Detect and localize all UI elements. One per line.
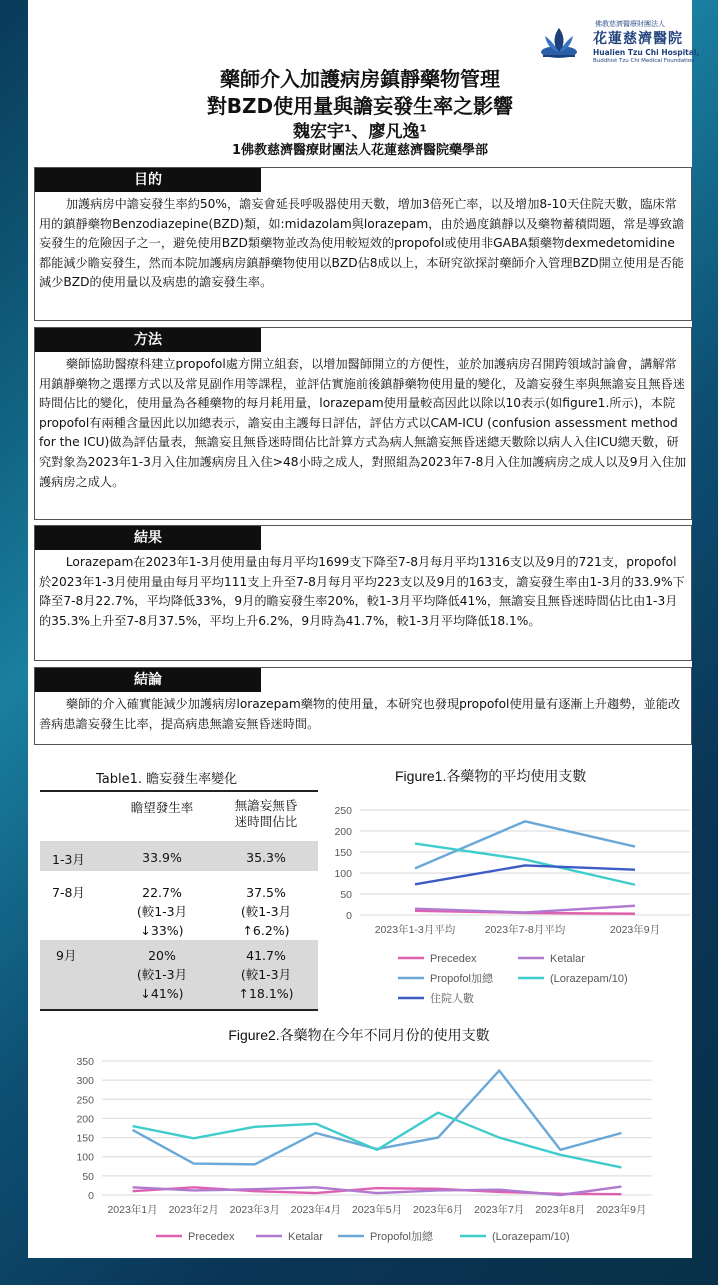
y-tick-label: 0 <box>88 1190 94 1202</box>
y-tick-label: 50 <box>340 889 352 901</box>
legend-label: (Lorazepam/10) <box>550 973 628 985</box>
figure2-chart <box>50 1048 690 1253</box>
series-line <box>133 1113 622 1168</box>
table-cell-period: 7-8月 <box>52 885 85 900</box>
y-tick-label: 100 <box>334 868 352 880</box>
x-tick-label: 2023年1月 <box>107 1204 158 1216</box>
legend-label: Propofol加總 <box>370 1231 433 1243</box>
table-header-row <box>40 791 318 841</box>
x-tick-label: 2023年9月 <box>609 924 661 936</box>
y-tick-label: 150 <box>334 847 352 859</box>
table1-caption: Table1. 瞻妄發生率變化 <box>96 772 238 787</box>
objective-section <box>34 167 692 321</box>
conclusion-heading: 結論 <box>35 668 261 692</box>
x-tick-label: 2023年7-8月平均 <box>484 924 566 936</box>
legend-label: Precedex <box>430 953 477 965</box>
results-text: Lorazepam在2023年1-3月使用量由每月平均1699支下降至7-8月每月平均1316支以及9月的721支，propofol於2023年1-3月使用量由每月平均111支上升至7-8月每月平均223支以及9月的163支，譫妄發生率由1-3月的33.9%下降至7-8月22.7%，平均降低33%，9月的瞻妄發生率20%，較1-3月平均降低41%，無譫妄且無昏迷時間佔比由1-3月的35.3%上升至7-8月37.5%，平均上升6.2%，9月時為41.7%，較1-3月平均降低18.1%。 <box>39 555 685 628</box>
x-tick-label: 2023年4月 <box>290 1204 341 1216</box>
table-header-cell: 無譫妄無昏 迷時間佔比 <box>234 798 298 829</box>
x-tick-label: 2023年8月 <box>535 1204 586 1216</box>
hospital-name-zh: 花蓮慈濟醫院 <box>593 31 683 47</box>
objective-heading: 目的 <box>35 168 261 192</box>
legend-label: Precedex <box>188 1231 235 1243</box>
y-tick-label: 0 <box>346 910 352 922</box>
hospital-name-en: Hualien Tzu Chi Hospital, <box>593 48 700 57</box>
x-tick-label: 2023年6月 <box>413 1204 464 1216</box>
figure2-title: Figure2.各藥物在今年不同月份的使用支數 <box>228 1027 490 1043</box>
x-tick-label: 2023年7月 <box>474 1204 525 1216</box>
results-section <box>34 525 692 661</box>
x-tick-label: 2023年3月 <box>229 1204 280 1216</box>
legend-label: Ketalar <box>288 1231 323 1243</box>
legend-label: (Lorazepam/10) <box>492 1231 570 1243</box>
table-header-cell: 瞻望發生率 <box>130 800 194 815</box>
y-tick-label: 350 <box>76 1056 94 1068</box>
x-tick-label: 2023年2月 <box>168 1204 219 1216</box>
authors: 魏宏宇¹、廖凡逸¹ <box>293 122 427 142</box>
table-cell-no-delirium: 37.5% (較1-3月 ↑6.2%) <box>240 885 292 938</box>
legend-label: Ketalar <box>550 953 585 965</box>
hospital-logo <box>537 18 717 68</box>
y-tick-label: 150 <box>76 1132 94 1145</box>
table-cell-no-delirium: 41.7% (較1-3月 ↑18.1%) <box>238 948 294 1001</box>
y-tick-label: 250 <box>334 805 352 817</box>
y-tick-label: 300 <box>76 1075 94 1088</box>
poster-title-line2: 對BZD使用量與譫妄發生率之影響 <box>206 94 514 118</box>
y-tick-label: 200 <box>76 1113 94 1126</box>
table-cell-delirium: 22.7% (較1-3月 ↓33%) <box>136 885 188 938</box>
y-tick-label: 50 <box>82 1170 94 1183</box>
lotus-logo-icon <box>539 22 579 62</box>
legend-label: Propofol加總 <box>430 973 493 985</box>
affiliation: 1佛教慈濟醫療財團法人花蓮慈濟醫院藥學部 <box>231 143 489 158</box>
series-line <box>415 865 635 884</box>
figure1-chart <box>330 790 690 1020</box>
org-small-text: 佛教慈濟醫療財團法人 <box>595 20 665 28</box>
x-tick-label: 2023年5月 <box>351 1204 403 1216</box>
series-line <box>415 821 635 868</box>
results-heading: 結果 <box>35 526 261 550</box>
y-tick-label: 100 <box>76 1151 94 1164</box>
y-tick-label: 250 <box>76 1094 94 1107</box>
conclusion-text: 藥師的介入確實能減少加護病房lorazepam藥物的使用量，本研究也發現propofol使用量有逐漸上升趨勢，並能改善病患譫妄發生比率，提高病患無譫妄無昏迷時間。 <box>39 697 681 731</box>
x-tick-label: 2023年1-3月平均 <box>374 924 456 936</box>
method-section <box>34 327 692 520</box>
legend-label: 住院人數 <box>430 993 474 1005</box>
table-cell-period: 9月 <box>56 948 77 963</box>
table-row <box>40 940 318 1010</box>
method-text: 藥師協助醫療科建立propofol處方開立組套，以增加醫師開立的方便性，並於加護病房召開跨領域討論會，講解常用鎮靜藥物之選擇方式以及常見副作用等課程，並評估實施前後鎮靜藥物使用量的變化，及譫妄發生率與無譫妄且無昏迷時間佔比的變化，使用量為各種藥物的每月耗用量，lorazepam使用量較高因此以除以10表示(如figure1.所示)，本院propofol有兩種含量因此以加總表示，譫妄由主護每日評估，評估方式以CAM-ICU (confusion assessment method for the ICU)做為評估量表，無譫妄且無昏迷時間佔比計算方式為病人無譫妄無昏迷總天數除以病人入住ICU總天數，研究對象為2023年1-3月入住加護病房且入住>48小時之成人，對照組為2023年7-8月入住加護病房之成人以及9月入住加護病房之成人。 <box>39 357 687 489</box>
table-cell-period: 1-3月 <box>52 852 85 867</box>
foundation-name-en: Buddhist Tzu Chi Medical Foundation <box>593 58 695 64</box>
x-tick-label: 2023年9月 <box>596 1204 647 1216</box>
table-cell-no-delirium: 35.3% <box>246 850 286 865</box>
table-row <box>40 871 318 940</box>
y-tick-label: 200 <box>334 826 352 838</box>
objective-text: 加護病房中譫妄發生率約50%，譫妄會延長呼吸器使用天數，增加3倍死亡率，以及增加8-10天住院天數，臨床常用的鎮靜藥物Benzodiazepine(BZD)類，如:midazolam與lorazepam，由於過度鎮靜以及藥物蓄積問題，常是導致譫妄發生的危險因子之一，避免使用BZD類藥物並改為使用較短效的propofol或使用非GABA類藥物dexmedetomidine都能減少瞻妄發生，然而本院加護病房鎮靜藥物使用以BZD佔8成以上，本研究欲探討藥師介入管理BZD開立使用是否能減少BZD的使用量以及病患的譫妄發生率。 <box>39 197 685 290</box>
table1 <box>40 790 318 1011</box>
conclusion-section <box>34 667 692 745</box>
method-heading: 方法 <box>35 328 261 352</box>
poster-title-line1: 藥師介入加護病房鎮靜藥物管理 <box>220 67 500 91</box>
table-row <box>40 841 318 871</box>
table-cell-delirium: 33.9% <box>142 850 182 865</box>
figure1-title: Figure1.各藥物的平均使用支數 <box>395 768 587 784</box>
table-cell-delirium: 20% (較1-3月 ↓41%) <box>136 948 188 1001</box>
table-header-cell <box>40 791 110 841</box>
